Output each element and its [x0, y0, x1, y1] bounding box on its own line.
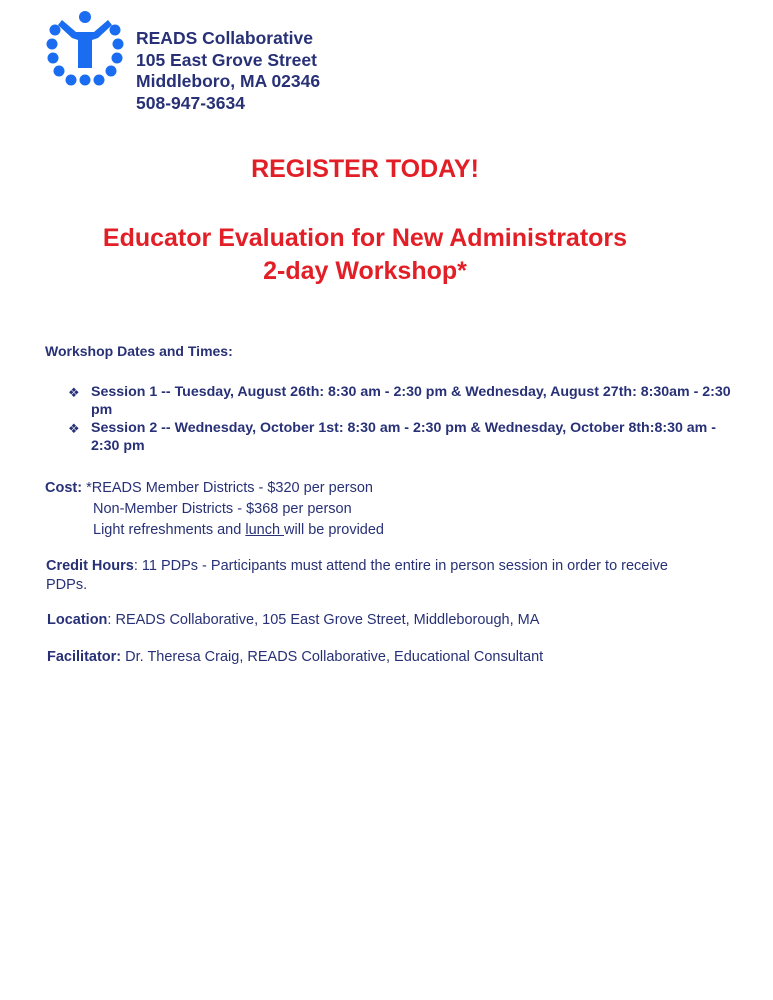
- cost-member-text: *READS Member Districts - $320 per person: [86, 480, 373, 496]
- lunch-link[interactable]: lunch: [245, 522, 285, 538]
- session-text: Session 2 -- Wednesday, October 1st: 8:30 am - 2:30 pm & Wednesday, October 8th:8:30 am - 2:30 pm: [91, 420, 716, 454]
- organization-address-block: [136, 28, 320, 114]
- diamond-bullet-icon: ❖: [68, 421, 80, 436]
- location-section: [47, 612, 539, 628]
- register-today-heading: REGISTER TODAY!: [251, 155, 479, 183]
- session-text: Session 1 -- Tuesday, August 26th: 8:30 am - 2:30 pm & Wednesday, August 27th: 8:30am - 2:30 pm: [91, 384, 731, 418]
- org-city: Middleboro, MA 02346: [136, 71, 321, 91]
- org-name: READS Collaborative: [136, 28, 313, 48]
- workshop-title-line1: Educator Evaluation for New Administrators: [102, 224, 628, 252]
- refreshments-text-after: will be provided: [284, 522, 384, 538]
- org-phone: 508-947-3634: [136, 92, 245, 113]
- location-label: Location: [47, 612, 108, 628]
- refreshments-text-before: Light refreshments and: [93, 522, 246, 538]
- location-text: : READS Collaborative, 105 East Grove Street, Middleborough, MA: [107, 612, 540, 628]
- credit-hours-text: : 11 PDPs - Participants must attend the entire in person session in order to receive PDPs.: [46, 558, 668, 593]
- facilitator-text: Dr. Theresa Craig, READS Collaborative, Educational Consultant: [121, 649, 544, 665]
- reads-collaborative-logo: [46, 10, 124, 86]
- credit-hours-section: [46, 557, 711, 595]
- org-street: 105 East Grove Street: [136, 49, 317, 70]
- facilitator-section: [47, 649, 543, 665]
- cost-non-member-text: Non-Member Districts - $368 per person: [93, 501, 352, 517]
- cost-member-row: [45, 478, 384, 499]
- credit-hours-label: Credit Hours: [46, 558, 134, 574]
- cost-label: Cost:: [45, 480, 83, 496]
- workshop-title: [0, 222, 730, 288]
- cost-non-member-row: [45, 499, 384, 520]
- session-item-1: [68, 383, 733, 419]
- facilitator-label: Facilitator:: [47, 649, 122, 665]
- workshop-title-line2: 2-day Workshop*: [263, 257, 467, 285]
- session-item-2: [68, 419, 733, 455]
- diamond-bullet-icon: ❖: [68, 385, 80, 400]
- cost-section: [45, 478, 384, 541]
- session-list: [68, 383, 733, 455]
- refreshments-row: [45, 520, 384, 541]
- dates-heading: Workshop Dates and Times:: [45, 343, 233, 359]
